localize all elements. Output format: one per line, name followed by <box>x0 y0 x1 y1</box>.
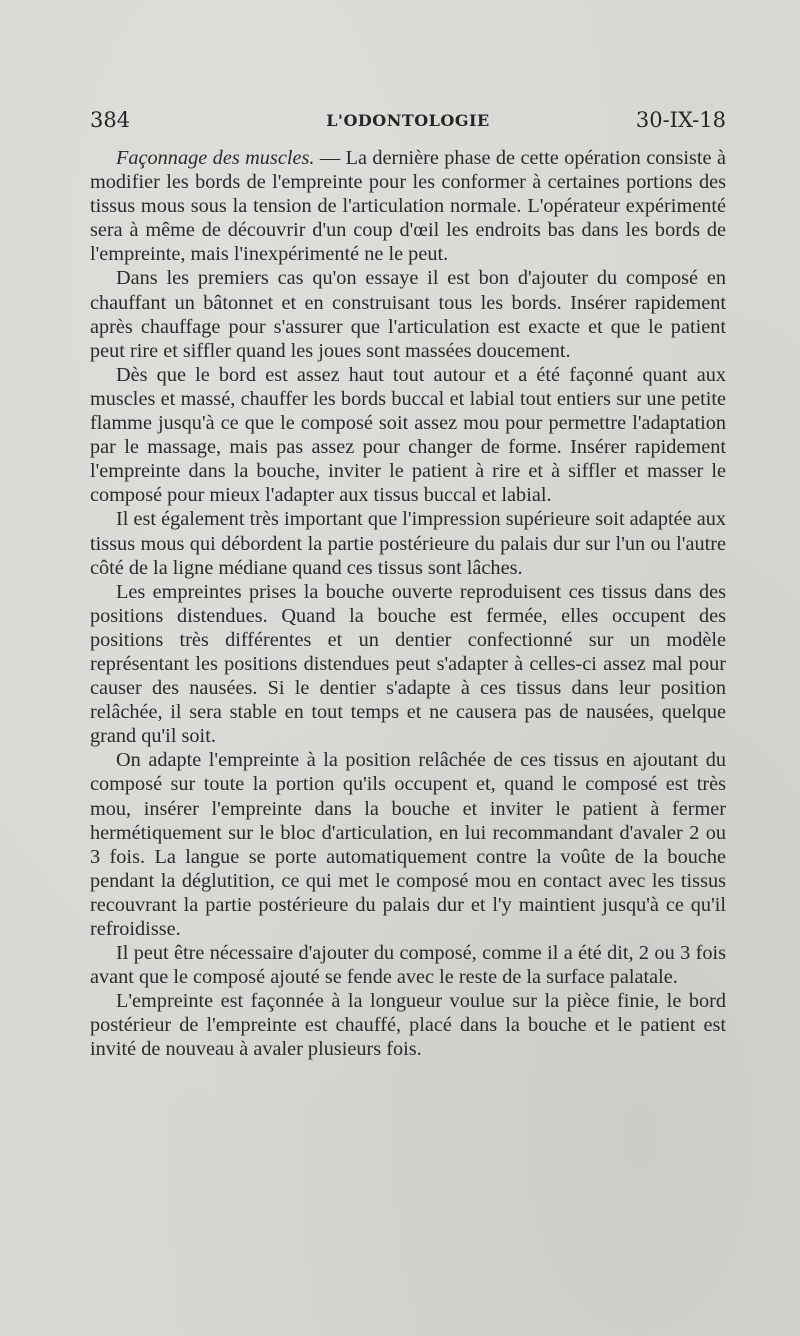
section-heading: Façonnage des muscles. <box>116 147 315 169</box>
paragraph-7: Il peut être nécessaire d'ajouter du composé, comme il a été dit, 2 ou 3 fois avant que le composé ajouté se fende avec le reste de la surface palatale. <box>90 942 726 989</box>
body-text <box>90 146 726 1062</box>
paragraph-2: Dans les premiers cas qu'on essaye il est bon d'ajouter du composé en chauffant un bâtonnet et en construisant tous les bords. Insérer rapidement après chauffage pour s'assurer que l'articulation est exacte et que le patient peut rire et siffler quand les joues sont massées doucement. <box>90 267 726 362</box>
running-head <box>90 108 726 138</box>
paragraph-3: Dès que le bord est assez haut tout autour et a été façonné quant aux muscles et massé, chauffer les bords buccal et labial tout entiers sur une petite flamme jusqu'à ce que le composé soit assez mou pour permettre l'adaptation par le massage, mais pas assez pour changer de forme. Insérer rapidement l'empreinte dans la bouche, inviter le patient à rire et à siffler et masser le composé pour mieux l'adapter aux tissus buccal et labial. <box>90 363 726 507</box>
journal-title: L'ODONTOLOGIE <box>326 111 490 130</box>
paragraph-4: Il est également très important que l'impression supérieure soit adaptée aux tissus mous qui débordent la partie postérieure du palais dur sur l'un ou l'autre côté de la ligne médiane quand ces tissus sont lâches. <box>90 508 726 579</box>
paragraph-5: Les empreintes prises la bouche ouverte reproduisent ces tissus dans des positions distendues. Quand la bouche est fermée, elles occupent des positions très différentes et un dentier confectionné sur un modèle représentant les positions distendues peut s'adapter à celles-ci assez mal pour causer des nausées. Si le dentier s'adapte à ces tissus dans leur position relâchée, il sera stable en tout temps et ne causera pas de nausées, quelque grand qu'il soit. <box>90 580 726 748</box>
page-number: 384 <box>90 108 131 132</box>
paragraph-6: On adapte l'empreinte à la position relâchée de ces tissus en ajoutant du composé sur toute la portion qu'ils occupent et, quand le composé est très mou, insérer l'empreinte dans la bouche et inviter le patient à fermer hermétiquement sur le bloc d'articulation, en lui recommandant d'avaler 2 ou 3 fois. La langue se porte automatiquement contre la voûte de la bouche pendant la déglutition, ce qui met le composé mou en contact avec les tissus recouvrant la partie postérieure du palais dur et l'y maintient jusqu'à ce qu'il refroidisse. <box>90 749 726 940</box>
paragraph-1 <box>90 146 726 266</box>
paragraph-1-text: — La dernière phase de cette opération consiste à modifier les bords de l'empreinte pour les conformer à certaines portions des tissus mous sous la tension de l'articulation normale. L'opérateur expérimenté sera à même de découvrir d'un coup d'œil les endroits bas dans les bords de l'empreinte, mais l'inexpérimenté ne le peut. <box>90 147 726 266</box>
issue-date: 30-IX-18 <box>635 108 726 132</box>
paragraph-8: L'empreinte est façonnée à la longueur voulue sur la pièce finie, le bord postérieur de l'empreinte est chauffé, placé dans la bouche et le patient est invité de nouveau à avaler plusieurs fois. <box>90 990 726 1061</box>
